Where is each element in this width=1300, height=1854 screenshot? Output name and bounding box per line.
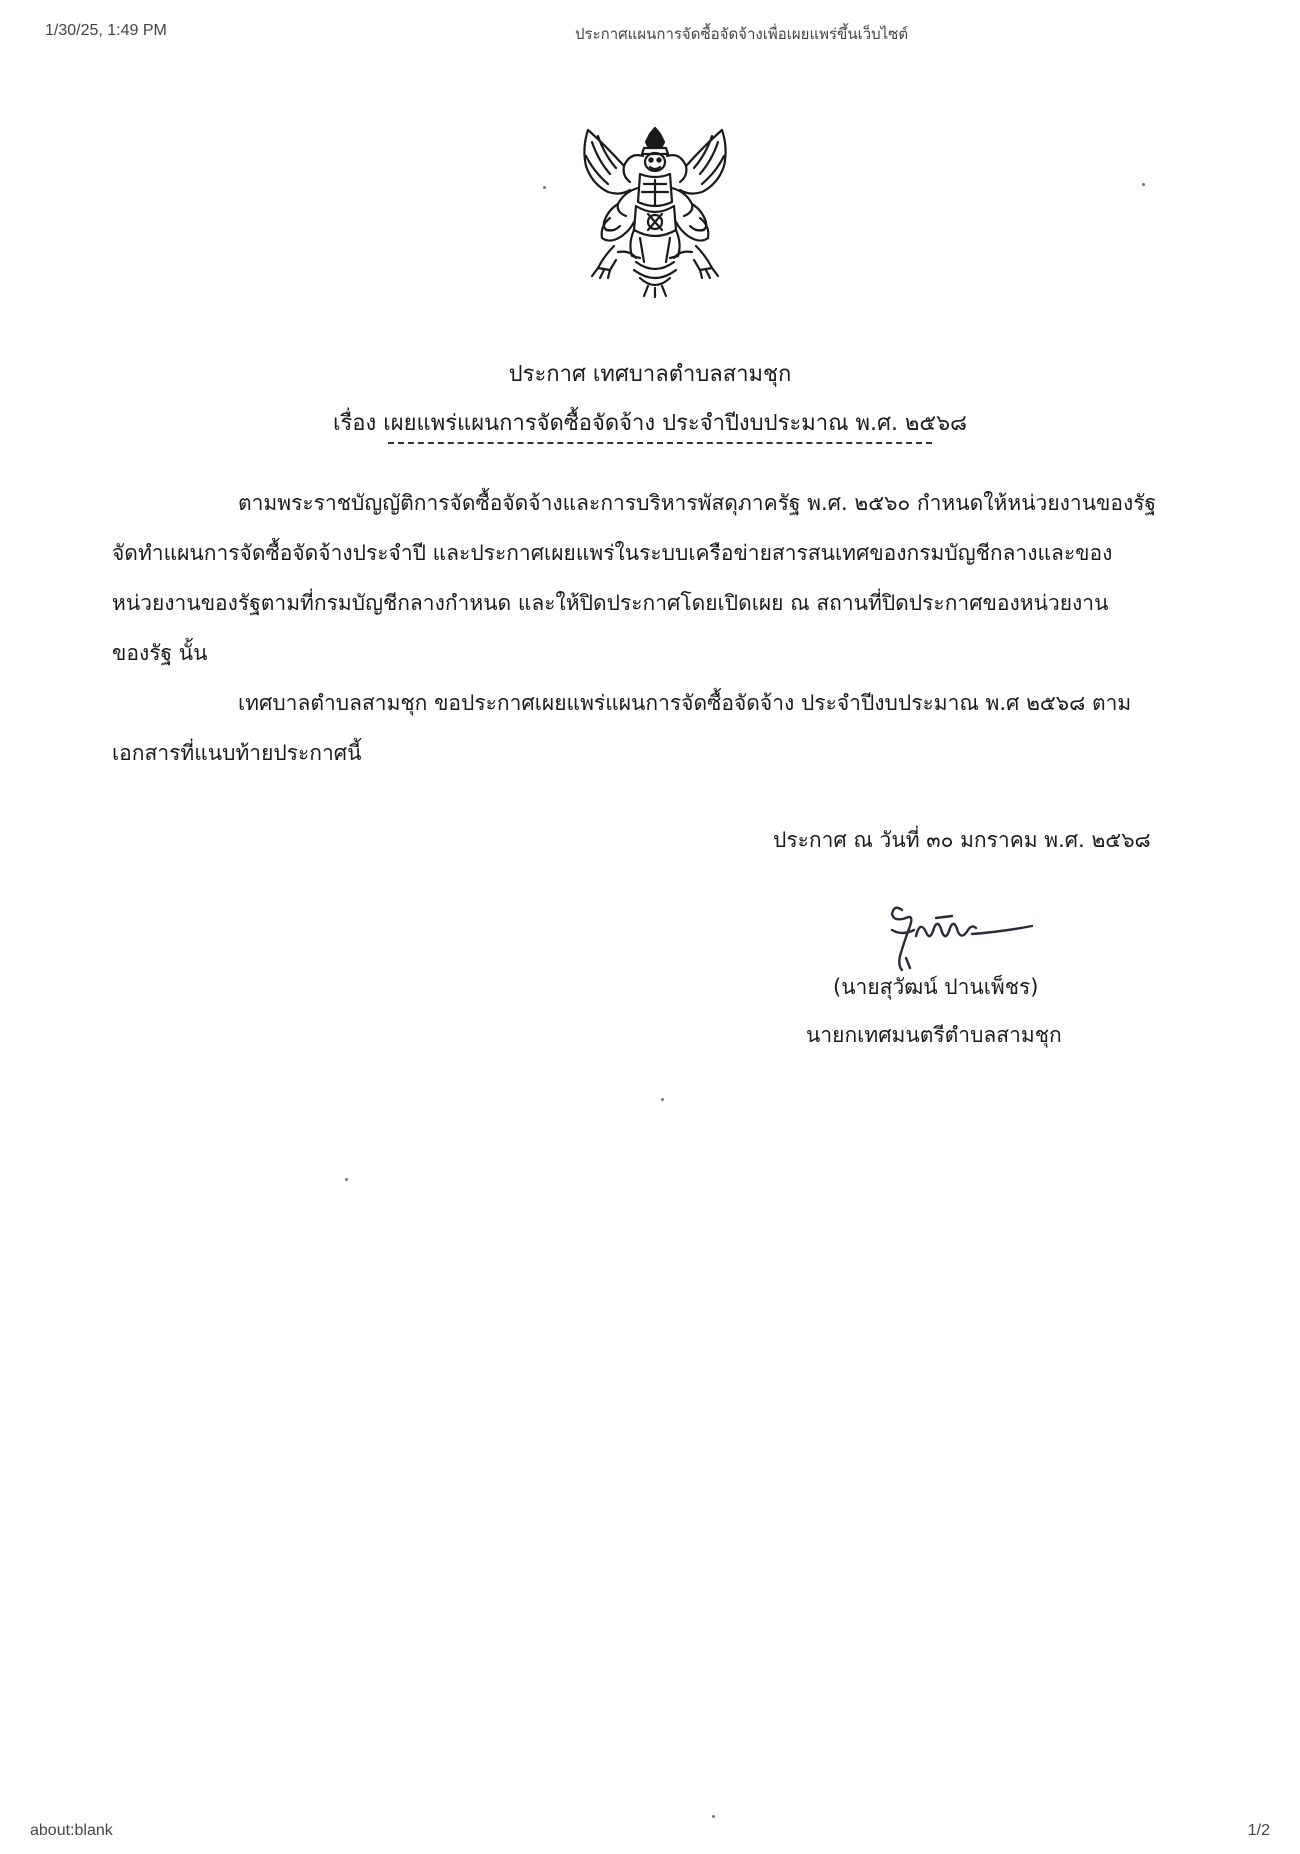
garuda-emblem-icon <box>574 126 736 298</box>
scan-speck <box>712 1815 715 1818</box>
signer-name: (นายสุวัฒน์ ปานเพ็ชร) <box>833 975 1039 999</box>
heading-divider <box>388 442 932 444</box>
print-footer-page-number: 1/2 <box>1247 1822 1270 1839</box>
scan-speck <box>1142 183 1145 186</box>
body-paragraph1-line3: หน่วยงานของรัฐตามที่กรมบัญชีกลางกำหนด และให้ปิดประกาศโดยเปิดเผย ณ สถานที่ปิดประกาศของหน่วยงาน <box>112 591 1109 615</box>
body-paragraph1-line2: จัดทำแผนการจัดซื้อจัดจ้างประจำปี และประกาศเผยแพร่ในระบบเครือข่ายสารสนเทศของกรมบัญชีกลางและของ <box>112 541 1113 565</box>
announcement-date: ประกาศ ณ วันที่ ๓๐ มกราคม พ.ศ. ๒๕๖๘ <box>773 828 1151 852</box>
print-header-datetime: 1/30/25, 1:49 PM <box>45 22 167 39</box>
scan-speck <box>345 1178 348 1181</box>
announcement-title: ประกาศ เทศบาลตำบลสามชุก <box>508 362 792 387</box>
body-paragraph1-line4: ของรัฐ นั้น <box>112 641 208 665</box>
announcement-subject: เรื่อง เผยแพร่แผนการจัดซื้อจัดจ้าง ประจำปีงบประมาณ พ.ศ. ๒๕๖๘ <box>332 411 968 436</box>
scan-speck <box>661 1098 664 1101</box>
scan-speck <box>543 186 546 189</box>
print-header-page-title: ประกาศแผนการจัดซื้อจัดจ้างเพื่อเผยแพร่ขึ้นเว็บไซต์ <box>575 25 909 43</box>
body-paragraph2-line2: เอกสารที่แนบท้ายประกาศนี้ <box>112 741 362 765</box>
body-paragraph1-line1: ตามพระราชบัญญัติการจัดซื้อจัดจ้างและการบริหารพัสดุภาครัฐ พ.ศ. ๒๕๖๐ กำหนดให้หน่วยงานของรัฐ <box>238 491 1157 515</box>
signer-position: นายกเทศมนตรีตำบลสามชุก <box>806 1023 1062 1047</box>
body-paragraph2-line1: เทศบาลตำบลสามชุก ขอประกาศเผยแพร่แผนการจัดซื้อจัดจ้าง ประจำปีงบประมาณ พ.ศ ๒๕๖๘ ตาม <box>238 691 1132 715</box>
print-footer-url: about:blank <box>30 1822 113 1839</box>
handwritten-signature <box>872 896 1042 976</box>
